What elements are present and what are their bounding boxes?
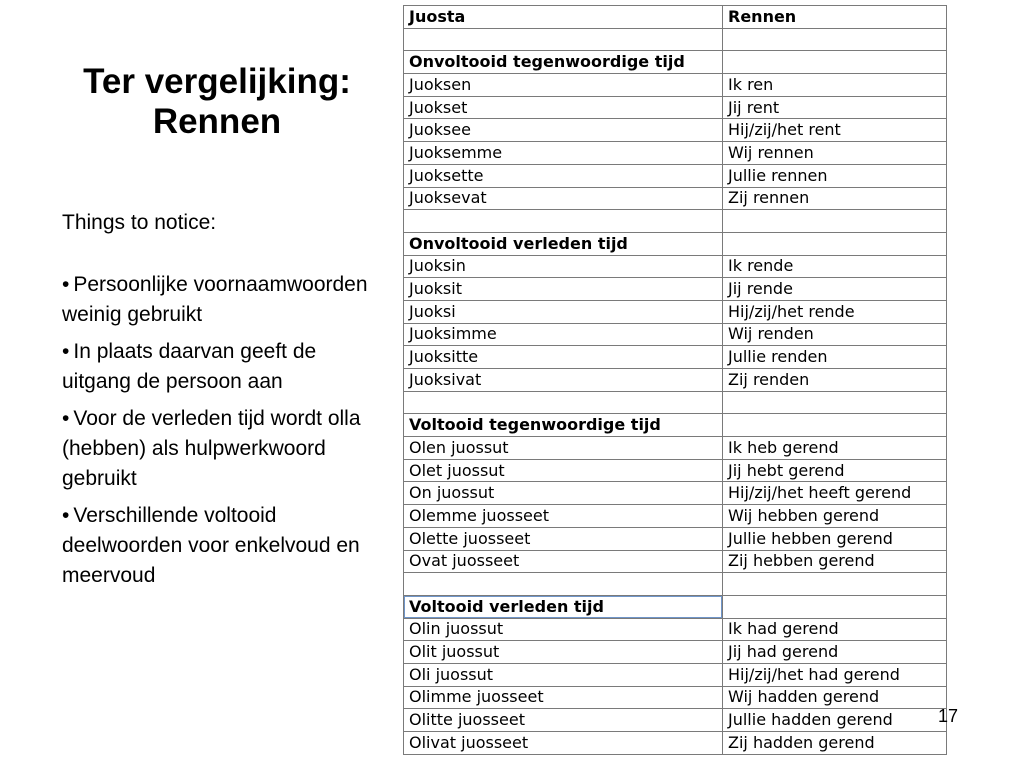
dutch-cell[interactable]: Hij/zij/het rende — [723, 300, 947, 323]
table-row — [404, 437, 947, 460]
table-row — [404, 255, 947, 278]
dutch-cell[interactable]: Jij rende — [723, 278, 947, 301]
table-cell[interactable] — [723, 391, 947, 414]
section-title-row — [404, 51, 947, 74]
table-cell[interactable] — [723, 51, 947, 74]
table-cell[interactable] — [723, 28, 947, 51]
dutch-cell[interactable]: Ik heb gerend — [723, 437, 947, 460]
table-cell[interactable] — [404, 573, 723, 596]
table-cell[interactable] — [404, 210, 723, 233]
dutch-cell[interactable]: Jullie rennen — [723, 164, 947, 187]
dutch-cell[interactable]: Zij hebben gerend — [723, 550, 947, 573]
slide-title — [52, 62, 382, 142]
header-cell-juosta[interactable]: Juosta — [404, 6, 723, 29]
finnish-cell[interactable]: Juoksit — [404, 278, 723, 301]
finnish-cell[interactable]: Olet juossut — [404, 459, 723, 482]
notes-bullet — [62, 337, 380, 397]
dutch-cell[interactable]: Jij hebt gerend — [723, 459, 947, 482]
finnish-cell[interactable]: Ovat juosseet — [404, 550, 723, 573]
dutch-cell[interactable]: Zij hadden gerend — [723, 732, 947, 755]
finnish-cell[interactable]: Olin juossut — [404, 618, 723, 641]
finnish-cell[interactable]: Juoksimme — [404, 323, 723, 346]
finnish-cell[interactable]: Olemme juosseet — [404, 505, 723, 528]
finnish-cell[interactable]: Juoksitte — [404, 346, 723, 369]
bullet-mark: • — [62, 273, 70, 296]
table-row — [404, 142, 947, 165]
finnish-cell[interactable]: Olitte juosseet — [404, 709, 723, 732]
dutch-cell[interactable]: Jullie hebben gerend — [723, 527, 947, 550]
table-row — [404, 187, 947, 210]
dutch-cell[interactable]: Wij renden — [723, 323, 947, 346]
bullet-mark: • — [62, 504, 70, 527]
bullet-mark: • — [62, 340, 70, 363]
conjugation-table — [403, 5, 947, 755]
table-row — [404, 369, 947, 392]
finnish-cell[interactable]: Juoksemme — [404, 142, 723, 165]
table-row — [404, 96, 947, 119]
finnish-cell[interactable]: Olette juosseet — [404, 527, 723, 550]
table-header-row — [404, 6, 947, 29]
notes-bullet — [62, 501, 380, 591]
notes-bullet — [62, 404, 380, 494]
dutch-cell[interactable]: Hij/zij/het heeft gerend — [723, 482, 947, 505]
table-row — [404, 459, 947, 482]
dutch-cell[interactable]: Hij/zij/het rent — [723, 119, 947, 142]
slide-title-line1: Ter vergelijking: — [83, 62, 351, 101]
notes-bullet-text: Verschillende voltooid deelwoorden voor enkelvoud en meervoud — [62, 504, 360, 587]
dutch-cell[interactable]: Zij rennen — [723, 187, 947, 210]
table-row — [404, 482, 947, 505]
finnish-cell[interactable]: Juokset — [404, 96, 723, 119]
notes-bullet-text: Voor de verleden tijd wordt olla (hebben) als hulpwerkwoord gebruikt — [62, 407, 361, 490]
bullet-mark: • — [62, 407, 70, 430]
table-blank-row — [404, 28, 947, 51]
notes-bullet — [62, 270, 380, 330]
finnish-cell[interactable]: Oli juossut — [404, 663, 723, 686]
table-cell[interactable] — [723, 232, 947, 255]
notes-bullet-text: In plaats daarvan geeft de uitgang de persoon aan — [62, 340, 317, 393]
finnish-cell[interactable]: Juoksin — [404, 255, 723, 278]
table-cell[interactable] — [404, 28, 723, 51]
table-row — [404, 527, 947, 550]
table-row — [404, 641, 947, 664]
table-cell[interactable] — [723, 595, 947, 618]
notes-intro: Things to notice: — [62, 211, 217, 234]
finnish-cell[interactable]: Juoksevat — [404, 187, 723, 210]
dutch-cell[interactable]: Jullie renden — [723, 346, 947, 369]
table-row — [404, 346, 947, 369]
header-cell-rennen[interactable]: Rennen — [723, 6, 947, 29]
table-row — [404, 505, 947, 528]
table-row — [404, 686, 947, 709]
dutch-cell[interactable]: Jij had gerend — [723, 641, 947, 664]
dutch-cell[interactable]: Zij renden — [723, 369, 947, 392]
table-row — [404, 709, 947, 732]
table-row — [404, 550, 947, 573]
slide-title-line2: Rennen — [152, 102, 282, 141]
finnish-cell[interactable]: Juoksette — [404, 164, 723, 187]
table-row — [404, 663, 947, 686]
section-title-row — [404, 414, 947, 437]
section-title-cell[interactable]: Onvoltooid tegenwoordige tijd — [404, 51, 723, 74]
dutch-cell[interactable]: Wij hebben gerend — [723, 505, 947, 528]
table-blank-row — [404, 573, 947, 596]
table-row — [404, 164, 947, 187]
finnish-cell[interactable]: Olimme juosseet — [404, 686, 723, 709]
finnish-cell[interactable]: On juossut — [404, 482, 723, 505]
notes-list — [62, 270, 380, 591]
table-row — [404, 618, 947, 641]
section-title-row — [404, 595, 947, 618]
notes-bullet-text: Persoonlijke voornaamwoorden weinig gebruikt — [62, 273, 368, 326]
finnish-cell[interactable]: Olivat juosseet — [404, 732, 723, 755]
table-cell[interactable] — [723, 573, 947, 596]
table-blank-row — [404, 391, 947, 414]
section-title-cell-selected[interactable]: Voltooid verleden tijd — [404, 595, 723, 618]
table-cell[interactable] — [404, 391, 723, 414]
table-row — [404, 323, 947, 346]
dutch-cell[interactable]: Ik ren — [723, 74, 947, 97]
dutch-cell[interactable]: Wij hadden gerend — [723, 686, 947, 709]
dutch-cell[interactable]: Hij/zij/het had gerend — [723, 663, 947, 686]
dutch-cell[interactable]: Jij rent — [723, 96, 947, 119]
table-cell[interactable] — [723, 414, 947, 437]
dutch-cell[interactable]: Ik had gerend — [723, 618, 947, 641]
table-cell[interactable] — [723, 210, 947, 233]
dutch-cell[interactable]: Ik rende — [723, 255, 947, 278]
table-row — [404, 300, 947, 323]
dutch-cell[interactable]: Jullie hadden gerend — [723, 709, 947, 732]
page-number: 17 — [938, 706, 959, 726]
table-row — [404, 119, 947, 142]
finnish-cell[interactable]: Olen juossut — [404, 437, 723, 460]
section-title-cell[interactable]: Voltooid tegenwoordige tijd — [404, 414, 723, 437]
section-title-row — [404, 232, 947, 255]
finnish-cell[interactable]: Juoksen — [404, 74, 723, 97]
table-row — [404, 278, 947, 301]
finnish-cell[interactable]: Juoksivat — [404, 369, 723, 392]
table-row — [404, 74, 947, 97]
notes-panel — [62, 208, 380, 598]
finnish-cell[interactable]: Juoksi — [404, 300, 723, 323]
table-row — [404, 732, 947, 755]
finnish-cell[interactable]: Juoksee — [404, 119, 723, 142]
section-title-cell[interactable]: Onvoltooid verleden tijd — [404, 232, 723, 255]
dutch-cell[interactable]: Wij rennen — [723, 142, 947, 165]
table-blank-row — [404, 210, 947, 233]
finnish-cell[interactable]: Olit juossut — [404, 641, 723, 664]
